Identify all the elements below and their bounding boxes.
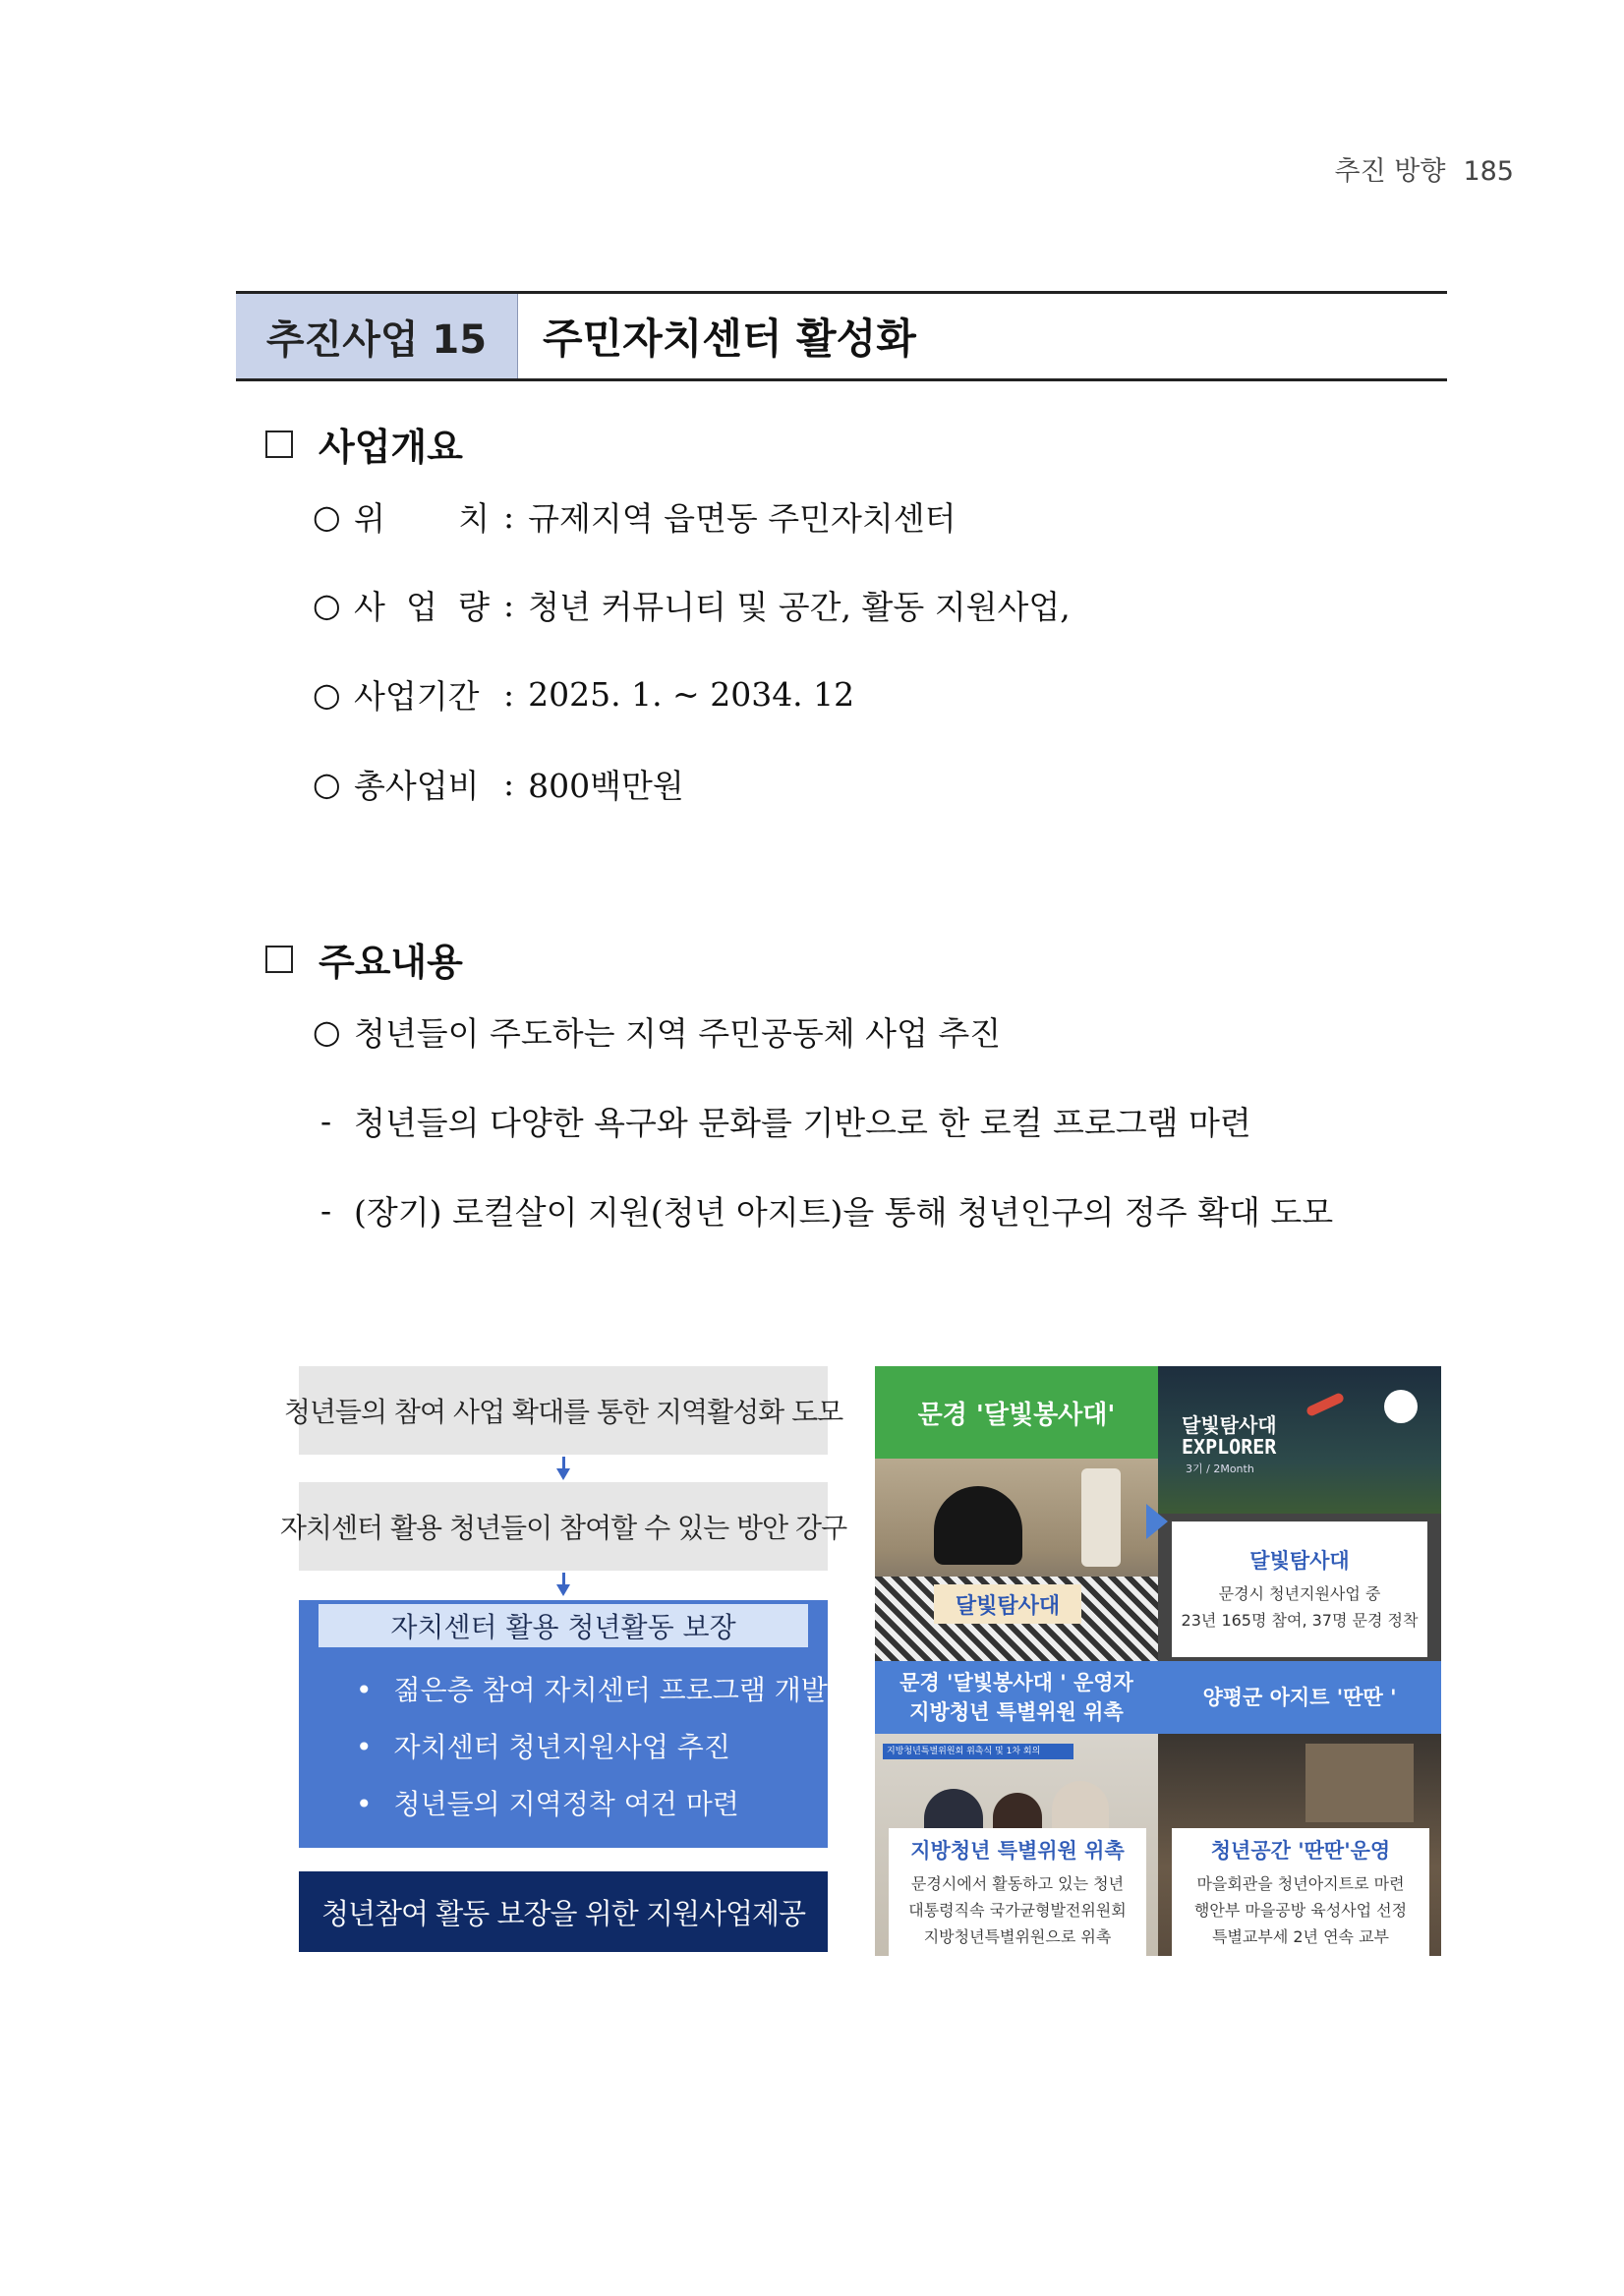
- card-line: 대통령직속 국가균형발전위원회: [908, 1900, 1127, 1920]
- overview-item-label: 사 업 량: [354, 588, 490, 626]
- dash-bullet: -: [320, 1102, 332, 1140]
- poster-subtitle: EXPLORER: [1182, 1435, 1277, 1459]
- overview-heading: [265, 417, 463, 471]
- card-line: 마을회관을 청년아지트로 마련: [1196, 1873, 1405, 1893]
- project-title-box: [236, 291, 1447, 381]
- overview-item-value: 청년 커뮤니티 및 공간, 활동 지원사업,: [528, 588, 1071, 626]
- card-line: 행안부 마을공방 육성사업 선정: [1193, 1900, 1408, 1920]
- card-line: 문경시에서 활동하고 있는 청년: [910, 1873, 1125, 1893]
- overview-item-label: 총사업비: [354, 767, 480, 805]
- card-title: 달빛탐사대: [1249, 1549, 1350, 1573]
- contents-sub-item: [320, 1098, 1251, 1144]
- flowchart-step-3-item: • 젊은층 참여 자치센터 프로그램 개발: [356, 1674, 828, 1706]
- poster-small-text: 3기 / 2Month: [1186, 1463, 1254, 1475]
- flowchart-step-3: [299, 1600, 828, 1848]
- card-line: 지방청년특별위원으로 위촉: [923, 1926, 1112, 1946]
- circle-bullet: ○: [313, 586, 341, 624]
- collage-poster-image: [1158, 1366, 1441, 1514]
- page-header: [1219, 149, 1514, 188]
- collage-card-1: [1172, 1521, 1427, 1657]
- project-title: 주민자치센터 활성화: [543, 315, 916, 363]
- overview-item-location: ○ 위 치 : 규제지역 읍면동 주민자치센터: [313, 493, 957, 540]
- arrow-stem: [562, 1573, 565, 1584]
- page-section-label: 추진 방향: [1334, 156, 1446, 187]
- card-title: 지방청년 특별위원 위촉: [910, 1838, 1125, 1863]
- contents-heading: [265, 932, 463, 986]
- collage-card-2: [889, 1828, 1146, 1956]
- circle-bullet: ○: [313, 765, 341, 803]
- card-line: 특별교부세 2년 연속 교부: [1212, 1926, 1389, 1946]
- photo-collage: [875, 1366, 1441, 1956]
- arrow-stem: [562, 1457, 565, 1468]
- poster-logo-icon: [1384, 1390, 1418, 1423]
- rocket-icon: [1305, 1392, 1345, 1417]
- contents-sub-text: 청년들의 다양한 욕구와 문화를 기반으로 한 로컬 프로그램 마련: [354, 1104, 1251, 1142]
- overview-item-label: 위 치: [354, 499, 490, 538]
- collage-blue-banner-left: 문경 '달빛봉사대 ' 운영자 지방청년 특별위원 위촉: [875, 1661, 1158, 1734]
- flowchart-step-3-title: 자치센터 활용 청년활동 보장: [319, 1604, 808, 1647]
- vase-shape: [1081, 1468, 1121, 1567]
- photo-sign: 달빛탐사대: [934, 1584, 1081, 1624]
- dash-bullet: -: [320, 1191, 332, 1230]
- circle-bullet: ○: [313, 497, 341, 536]
- overview-item-period: ○ 사업기간 : 2025. 1. ~ 2034. 12: [313, 671, 854, 718]
- project-number-label: 추진사업 15: [236, 294, 518, 378]
- contents-sub-item: [320, 1187, 1333, 1234]
- card-line: 문경시 청년지원사업 중: [1218, 1584, 1381, 1603]
- card-line: 23년 165명 참여, 37명 문경 정착: [1181, 1611, 1419, 1630]
- helmet-shape: [934, 1486, 1022, 1565]
- checkbox-square-icon: [265, 430, 293, 458]
- flowchart-step-3-item: • 자치센터 청년지원사업 추진: [356, 1731, 730, 1763]
- collage-blue-banner-right: 양평군 아지트 '딴딴 ': [1158, 1661, 1441, 1734]
- arrow-down-icon: [556, 1468, 570, 1480]
- circle-bullet: ○: [313, 675, 341, 714]
- collage-card-3: [1172, 1828, 1429, 1956]
- flowchart-step-2: 자치센터 활용 청년들이 참여할 수 있는 방안 강구: [299, 1482, 828, 1571]
- page-number: 185: [1463, 156, 1514, 187]
- checkbox-square-icon: [265, 946, 293, 973]
- arrow-right-icon: [1146, 1504, 1168, 1539]
- card-title: 청년공간 '딴딴'운영: [1210, 1838, 1391, 1863]
- flowchart-step-4: 청년참여 활동 보장을 위한 지원사업제공: [299, 1871, 828, 1952]
- collage-green-banner: 문경 '달빛봉사대': [875, 1366, 1158, 1459]
- photo-banner: 지방청년특별위원회 위촉식 및 1차 회의: [883, 1744, 1073, 1759]
- circle-bullet: ○: [313, 1012, 341, 1051]
- overview-item-value: 800백만원: [528, 767, 684, 805]
- window-shape: [1305, 1744, 1414, 1822]
- overview-heading-text: 사업개요: [319, 426, 463, 469]
- arrow-down-icon: [556, 1584, 570, 1596]
- contents-heading-text: 주요내용: [319, 941, 463, 984]
- flowchart-step-3-item: • 청년들의 지역정착 여건 마련: [356, 1788, 739, 1820]
- contents-sub-text: (장기) 로컬살이 지원(청년 아지트)을 통해 청년인구의 정주 확대 도모: [354, 1193, 1334, 1232]
- poster-title: 달빛탐사대: [1182, 1413, 1277, 1437]
- contents-main-item: [313, 1008, 1001, 1055]
- collage-helmet-photo: [875, 1459, 1158, 1661]
- overview-item-budget: ○ 총사업비 : 800백만원: [313, 761, 684, 807]
- overview-item-value: 규제지역 읍면동 주민자치센터: [528, 499, 957, 538]
- overview-item-scope: ○ 사 업 량 : 청년 커뮤니티 및 공간, 활동 지원사업,: [313, 582, 1071, 628]
- overview-item-label: 사업기간: [354, 677, 480, 716]
- overview-item-value: 2025. 1. ~ 2034. 12: [528, 675, 855, 714]
- contents-main-text: 청년들이 주도하는 지역 주민공동체 사업 추진: [354, 1014, 1002, 1053]
- flowchart-step-1: 청년들의 참여 사업 확대를 통한 지역활성화 도모: [299, 1366, 828, 1455]
